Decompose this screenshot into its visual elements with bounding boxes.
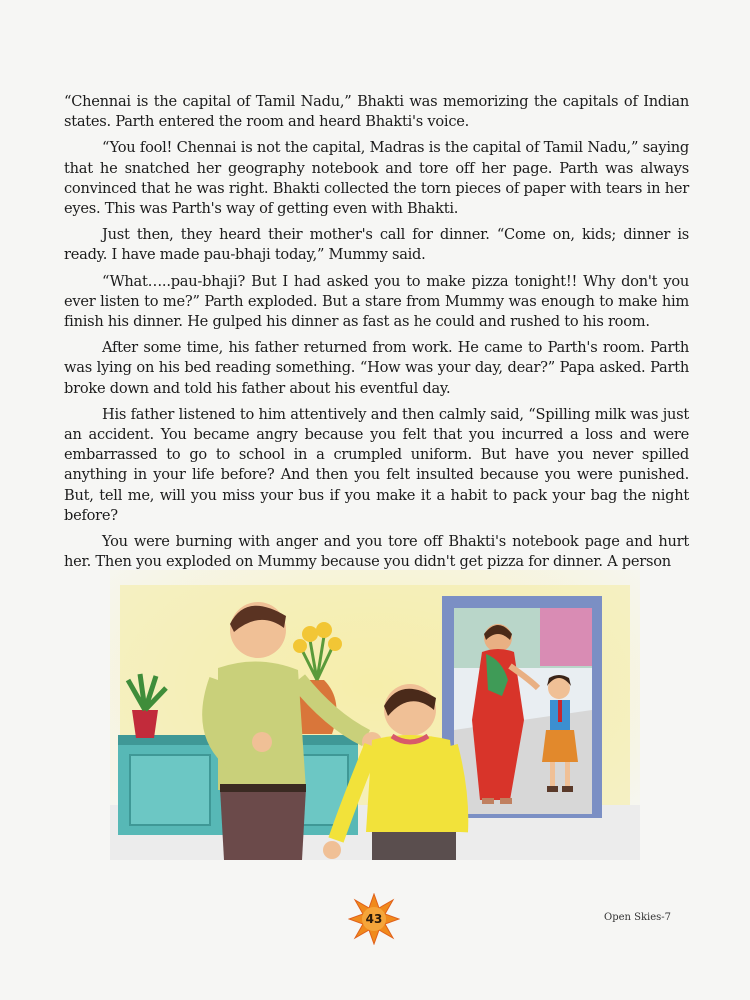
book-title: Open Skies-7 [604,912,672,923]
paragraph: His father listened to him attentively and then calmly said, “Spilling milk was just an accident. You became angry because you felt that you incurred a loss and were embarrassed to go to school in a crumpled uniform. But have you never spilled anything in your life before? And then you felt insulted because you were punished. But, tell me, will you miss your bus if you make it a habit to pack your bag the night before? [64,405,689,524]
paragraph: “What…..pau-bhaji? But I had asked you to make pizza tonight!! Why don't you ever listen to me?” Parth exploded. But a stare from Mummy was enough to make him finish his dinner. He gulped his dinner as fast as he could and rushed to his room. [64,272,689,331]
paragraph: After some time, his father returned from work. He came to Parth's room. Parth was lying on his bed reading something. “How was your day, dear?” Papa asked. Parth broke down and told his father about his eventful day. [64,339,689,397]
story-illustration [110,570,640,875]
story-text [64,92,689,578]
page-number: 43 [365,912,383,926]
paragraph: “Chennai is the capital of Tamil Nadu,” Bhakti was memorizing the capitals of Indian states. Parth entered the room and heard Bhakti's voice. [64,93,689,131]
paragraph: You were burning with anger and you tore off Bhakti's notebook page and hurt her. Then you exploded on Mummy because you didn't get pizza for dinner. A person [64,533,689,571]
paragraph: “You fool! Chennai is not the capital, Madras is the capital of Tamil Nadu,” saying that he snatched her geography notebook and tore off her page. Parth was always convinced that he was right. Bhakti collected the torn pieces of paper with tears in her eyes. This was Parth's way of getting even with Bhakti. [64,139,689,218]
paragraph: Just then, they heard their mother's call for dinner. “Come on, kids; dinner is ready. I have made pau-bhaji today,” Mummy said. [64,226,689,264]
